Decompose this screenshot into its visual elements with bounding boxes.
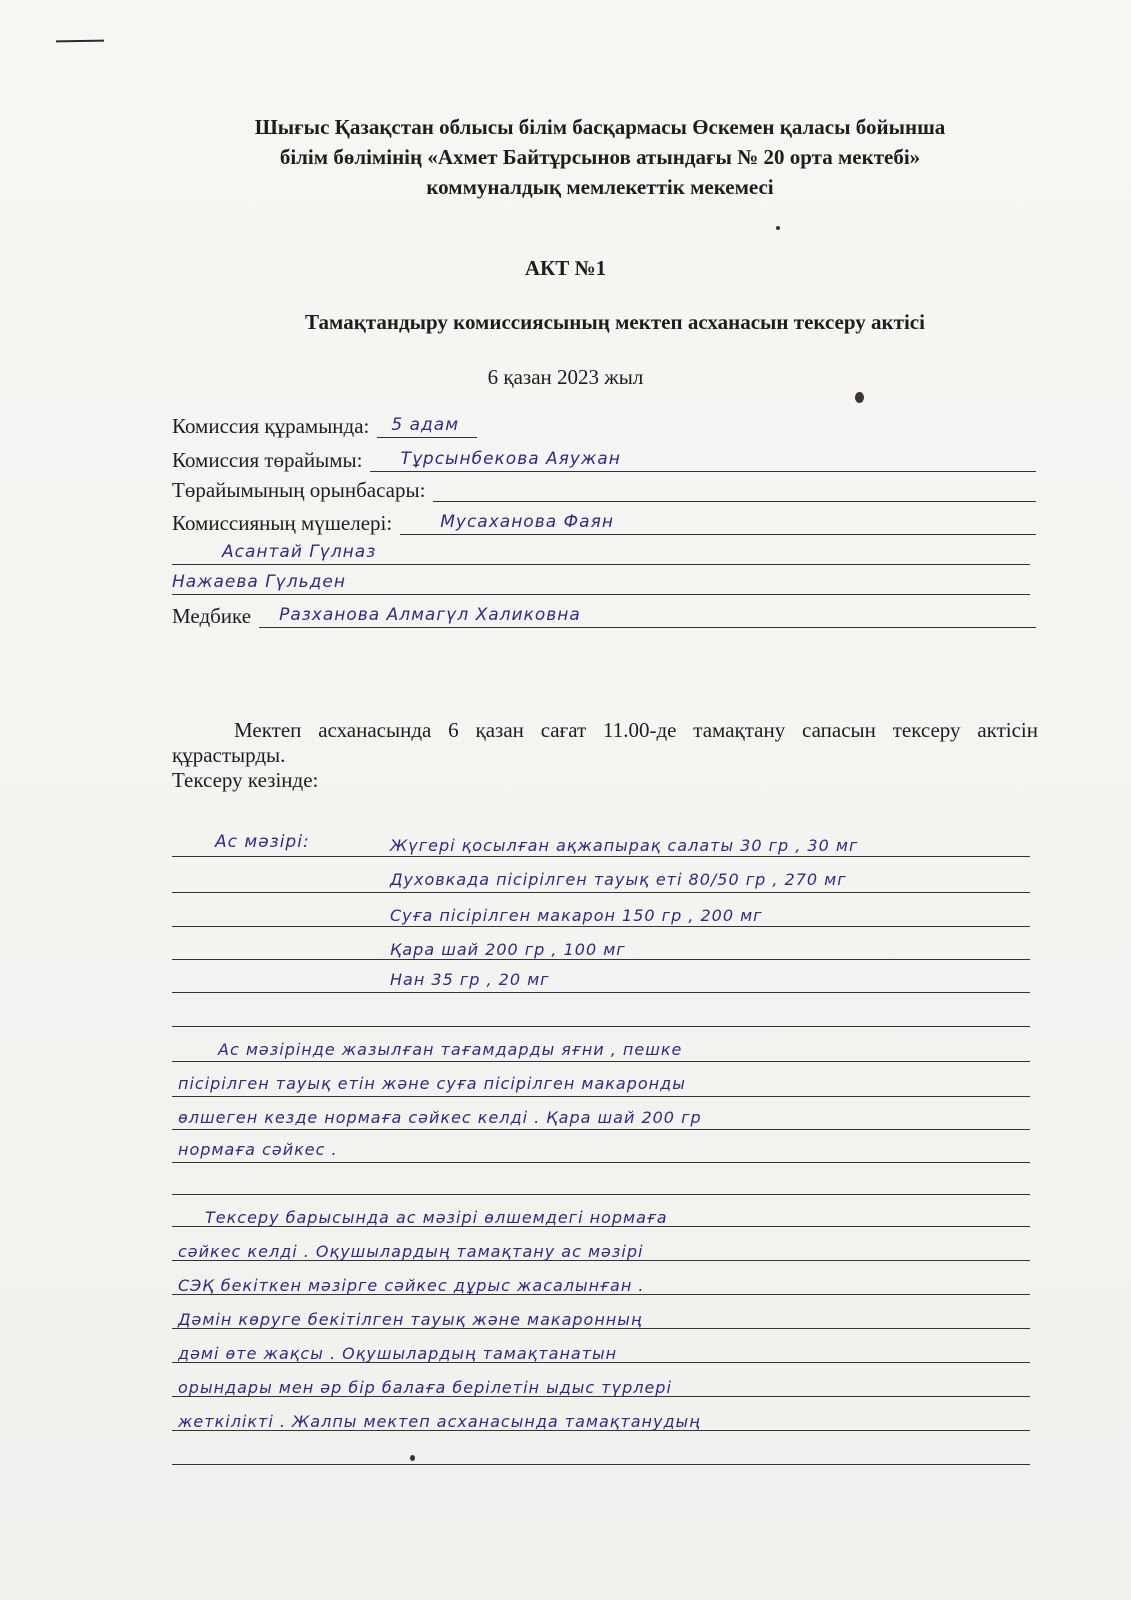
- field-deputy-label: Төрайымының орынбасары:: [172, 478, 426, 502]
- field-composition-line: [377, 411, 477, 438]
- menu-item: Духовкада пісірілген тауық еті 80/50 гр , 270 мг: [390, 870, 847, 889]
- field-deputy: [172, 472, 1036, 502]
- finding-line: өлшеген кезде нормаға сәйкес келді . Қара шай 200 гр: [178, 1108, 702, 1127]
- ruled-line: [172, 1000, 1030, 1027]
- finding-line: СЭҚ бекіткен мәзірге сәйкес дұрыс жасалынған .: [178, 1276, 645, 1295]
- finding-line: Дәмін көруге бекітілген тауық және макаронның: [178, 1310, 643, 1329]
- field-members-label: Комиссияның мүшелері:: [172, 511, 393, 535]
- finding-line: Ас мәзірінде жазылған тағамдарды яғни , пешке: [218, 1040, 683, 1059]
- finding-line: сәйкес келді . Оқушылардың тамақтану ас мәзірі: [178, 1242, 644, 1261]
- field-nurse-line: [259, 601, 1036, 628]
- menu-item: Нан 35 гр , 20 мг: [390, 970, 550, 989]
- field-nurse-value: Разханова Алмагүл Халиковна: [279, 605, 581, 625]
- member-3: Нажаева Гүльден: [172, 572, 346, 592]
- field-chairman-label: Комиссия төрайымы:: [172, 448, 363, 472]
- member-line: [172, 538, 1030, 565]
- member-line: [172, 568, 1030, 595]
- member-1: Мусаханова Фаян: [440, 512, 614, 532]
- field-chairman-line: [370, 445, 1036, 472]
- menu-item: Суға пісірілген макарон 150 гр , 200 мг: [390, 906, 763, 925]
- ruled-line: [172, 966, 1030, 993]
- finding-line: жеткілікті . Жалпы мектеп асханасында тамақтанудың: [178, 1412, 701, 1431]
- act-date: 6 қазан 2023 жыл: [487, 365, 644, 389]
- field-composition: [172, 408, 1036, 438]
- finding-line: дәмі өте жақсы . Оқушылардың тамақтанатын: [178, 1344, 618, 1363]
- finding-line: Тексеру барысында ас мәзірі өлшемдегі нормаға: [205, 1208, 668, 1227]
- field-members: [172, 505, 1036, 535]
- menu-item: Жүгері қосылған ақжапырақ салаты 30 гр , 30 мг: [390, 836, 859, 855]
- menu-item: Қара шай 200 гр , 100 мг: [390, 940, 626, 959]
- act-subtitle: Тамақтандыру комиссиясының мектеп асханасын тексеру актісі: [305, 310, 925, 334]
- field-deputy-line: [433, 475, 1036, 502]
- corner-pen-mark: [56, 40, 104, 43]
- during-inspection-label: Тексеру кезінде:: [172, 768, 319, 792]
- ruled-line: [172, 1168, 1030, 1195]
- menu-label: Ас мәзірі:: [215, 832, 310, 852]
- act-title: АКТ №1: [524, 256, 607, 280]
- field-chairman-value: Тұрсынбекова Аяужан: [400, 449, 621, 469]
- header-line-3: коммуналдық мемлекеттік мекемесі: [426, 175, 774, 199]
- field-members-line: [400, 508, 1036, 535]
- field-nurse-label: Медбике: [172, 604, 252, 628]
- intro-paragraph: Мектеп асханасында 6 қазан сағат 11.00-де тамақтану сапасын тексеру актісін құрастырды.: [172, 718, 1038, 767]
- member-2: Асантай Гүлназ: [222, 542, 377, 562]
- header-line-2: білім бөлімінің «Ахмет Байтұрсынов атындағы № 20 орта мектебі»: [279, 145, 921, 169]
- institution-header: [150, 112, 1050, 202]
- ink-spot: [855, 392, 864, 403]
- finding-line: нормаға сәйкес .: [178, 1140, 338, 1159]
- finding-line: орындары мен әр бір балаға берілетін ыдыс түрлері: [178, 1378, 672, 1397]
- ink-spot: [776, 226, 780, 230]
- header-line-1: Шығыс Қазақстан облысы білім басқармасы Өскемен қаласы бойынша: [254, 115, 946, 139]
- field-chairman: [172, 442, 1036, 472]
- field-nurse: [172, 598, 1036, 628]
- finding-line: пісірілген тауық етін және суға пісірілген макаронды: [178, 1074, 686, 1093]
- field-composition-label: Комиссия құрамында:: [172, 414, 370, 438]
- ruled-line: [172, 1438, 1030, 1465]
- field-composition-value: 5 адам: [391, 415, 460, 435]
